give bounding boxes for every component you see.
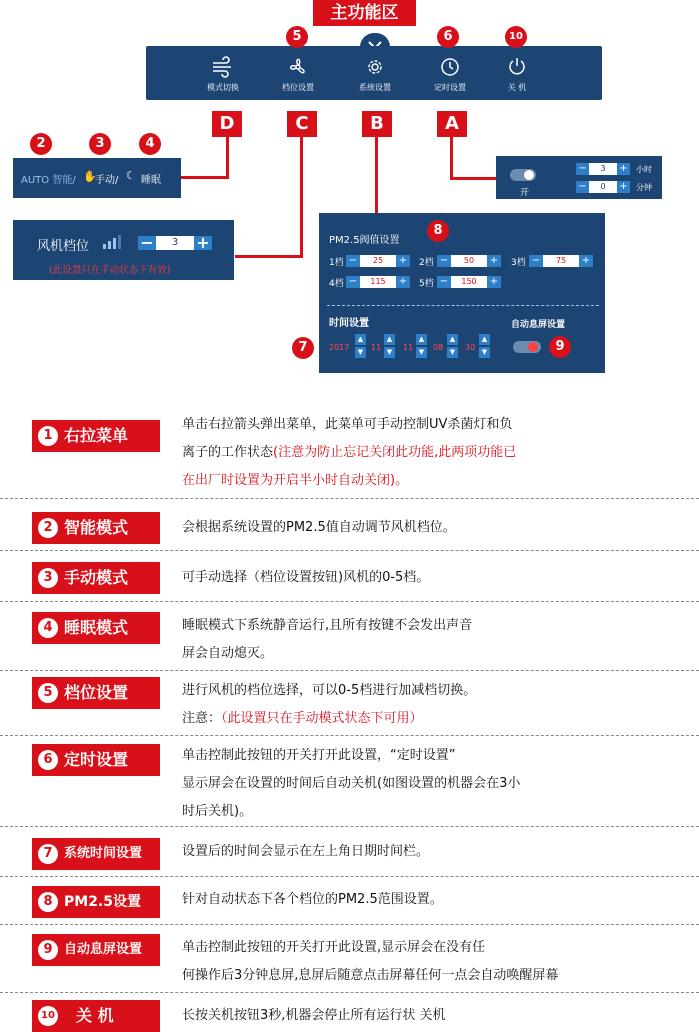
level-1-minus-button[interactable]: − (346, 255, 360, 267)
legend-number-8: 8 (38, 892, 58, 912)
legend-desc-5-note-red: （此设置只在手动模式状态下可用） (221, 711, 423, 726)
legend-number-3: 3 (38, 568, 58, 588)
timer-switch-label: 开 (520, 188, 530, 198)
level-5-value: 150 (451, 276, 487, 288)
legend-number-2: 2 (38, 518, 58, 538)
legend-desc-4-line-2: 屏会自动熄灭。 (182, 646, 274, 661)
legend-desc-2-line-1: 会根据系统设置的PM2.5值自动调节风机档位。 (182, 520, 456, 535)
time-hour-value: 08 (433, 343, 444, 352)
marker-d: D (212, 111, 242, 137)
auto-screen-off-title: 自动息屏设置 (511, 320, 566, 330)
menu-fan-level-label: 档位设置 (282, 83, 314, 92)
minutes-minus-button[interactable]: − (576, 181, 589, 193)
time-minute-value: 30 (465, 343, 476, 352)
mode-sleep-option[interactable]: 睡眠 (141, 175, 161, 186)
separator (0, 670, 699, 671)
level-4-value: 115 (360, 276, 396, 288)
legend-desc-3-line-1: 可手动选择（档位设置按钮)风机的0-5档。 (182, 570, 430, 585)
badge-10: 10 (505, 26, 527, 48)
legend-title-3: 手动模式 (64, 568, 129, 587)
level-1-stepper (346, 255, 410, 267)
legend-title-7: 系统时间设置 (64, 846, 143, 861)
menu-system-settings-button[interactable] (340, 46, 410, 100)
hours-label: 小时 (636, 165, 652, 174)
level-1-value: 25 (360, 255, 396, 267)
minutes-label: 分钟 (636, 183, 652, 192)
level-5-label: 5档 (419, 279, 434, 289)
fan-level-title: 风机档位 (37, 239, 90, 254)
level-2-value: 50 (451, 255, 487, 267)
level-3-value: 75 (543, 255, 579, 267)
menu-system-settings-label: 系统设置 (359, 83, 391, 92)
system-settings-panel (319, 213, 605, 373)
minutes-stepper (576, 181, 630, 193)
legend-desc-9-line-1: 单击控制此按钮的开关打开此设置,显示屏会在没有任 (182, 940, 486, 955)
badge-2: 2 (30, 133, 52, 155)
menu-fan-level-button[interactable] (263, 46, 333, 100)
legend-label-10 (32, 1000, 160, 1032)
legend-desc-6-line-3: 时后关机)。 (182, 804, 253, 819)
settings-divider (327, 305, 599, 306)
fan-level-value: 3 (156, 236, 194, 250)
legend-title-5: 档位设置 (64, 683, 129, 702)
connector-a-h (450, 177, 496, 180)
gear-icon (363, 56, 387, 78)
legend-desc-7 (182, 838, 429, 866)
separator (0, 826, 699, 827)
legend-number-6: 6 (38, 750, 58, 770)
connector-c-h (235, 255, 303, 258)
timer-toggle-knob (524, 170, 534, 180)
time-day-spinner[interactable]: ▲ ▼ (416, 334, 427, 358)
fan-level-plus-button[interactable]: + (194, 236, 212, 250)
legend-desc-4-line-1: 睡眠模式下系统静音运行,且所有按键不会发出声音 (182, 618, 473, 633)
legend-desc-1 (182, 411, 516, 495)
legend-desc-9-line-2: 何操作后3分钟息屏,息屏后随意点击屏幕任何一点会自动唤醒屏幕 (182, 968, 559, 983)
legend-title-1: 右拉菜单 (64, 426, 129, 445)
connector-d-h (180, 176, 229, 179)
time-year-spinner[interactable]: ▲ ▼ (355, 334, 366, 358)
badge-9: 9 (549, 336, 571, 358)
legend-number-5: 5 (38, 683, 58, 703)
legend-desc-10-line-1: 长按关机按钮3秒,机器会停止所有运行状 关机 (182, 1008, 446, 1023)
minutes-plus-button[interactable]: + (617, 181, 630, 193)
time-year-value: 2017 (329, 343, 350, 352)
legend-desc-5 (182, 677, 476, 733)
level-5-plus-button[interactable]: + (487, 276, 501, 288)
fan-level-note: (此设置只在手动状态下有效) (49, 265, 171, 276)
main-menu-bar (146, 46, 602, 100)
legend-desc-5-note-pre: 注意： (182, 711, 222, 726)
legend-desc-1-line-2 (182, 439, 516, 467)
time-hour-spinner[interactable]: ▲ ▼ (447, 334, 458, 358)
level-1-label: 1档 (329, 258, 344, 268)
legend-desc-1-line-2-pre: 离子的工作状态 (182, 445, 274, 460)
connector-c (300, 137, 303, 257)
badge-7: 7 (292, 337, 314, 359)
legend-label-3 (32, 562, 160, 594)
legend-desc-1-line-3: 在出厂时设置为开启半小时自动关闭)。 (182, 473, 409, 488)
marker-c: C (287, 111, 317, 137)
level-2-minus-button[interactable]: − (437, 255, 451, 267)
legend-desc-6-line-2: 显示屏会在设置的时间后自动关机(如图设置的机器会在3小 (182, 776, 521, 791)
connector-d (226, 137, 229, 178)
connector-a (450, 137, 453, 179)
legend-title-9: 自动息屏设置 (64, 942, 143, 957)
legend-number-9: 9 (38, 940, 58, 960)
menu-power-label: 关 机 (507, 83, 527, 92)
hours-stepper (576, 163, 630, 175)
minutes-value: 0 (589, 181, 617, 193)
legend-desc-6-line-1: 单击控制此按钮的开关打开此设置，“定时设置” (182, 748, 456, 763)
legend-desc-5-note (182, 705, 476, 733)
separator (0, 498, 699, 499)
legend-label-5 (32, 677, 160, 709)
menu-timer-label: 定时设置 (434, 83, 466, 92)
hours-plus-button[interactable]: + (617, 163, 630, 175)
level-3-stepper (529, 255, 593, 267)
legend-title-6: 定时设置 (64, 750, 129, 769)
timer-toggle-switch[interactable] (510, 169, 536, 181)
legend-desc-4 (182, 612, 472, 668)
badge-6: 6 (437, 26, 459, 48)
hand-icon: ✋ (83, 170, 97, 183)
level-4-stepper (346, 276, 410, 288)
legend-label-8 (32, 886, 160, 918)
legend-label-7 (32, 838, 160, 870)
legend-desc-1-line-1: 单击右拉箭头弹出菜单，此菜单可手动控制UV杀菌灯和负 (182, 417, 513, 432)
level-4-label: 4档 (329, 279, 344, 289)
time-settings-title: 时间设置 (329, 318, 369, 329)
legend-title-2: 智能模式 (64, 518, 129, 537)
mode-auto-option[interactable]: AUTO 智能/ (21, 175, 76, 186)
level-2-plus-button[interactable]: + (487, 255, 501, 267)
legend-title-8: PM2.5设置 (64, 894, 141, 910)
fan-icon (286, 56, 310, 78)
legend-number-10: 10 (38, 1006, 58, 1026)
wind-icon (211, 56, 235, 78)
legend-number-7: 7 (38, 844, 58, 864)
legend-label-2 (32, 512, 160, 544)
hours-minus-button[interactable]: − (576, 163, 589, 175)
time-minute-spinner[interactable]: ▲ ▼ (479, 334, 490, 358)
level-3-label: 3档 (511, 258, 526, 268)
clock-icon (438, 56, 462, 78)
level-2-label: 2档 (419, 258, 434, 268)
legend-title-10: 关 机 (76, 1006, 114, 1025)
legend-number-4: 4 (38, 618, 58, 638)
menu-mode-switch-button[interactable] (188, 46, 258, 100)
menu-power-button[interactable] (482, 46, 552, 100)
level-3-minus-button[interactable]: − (529, 255, 543, 267)
legend-label-4 (32, 612, 160, 644)
connector-b (375, 137, 378, 213)
power-icon (505, 56, 529, 78)
legend-desc-9 (182, 934, 558, 990)
legend-label-1 (32, 420, 160, 452)
legend-desc-8 (182, 886, 443, 914)
legend-desc-1-line-2-red: (注意为防止忘记关闭此功能,此两项功能已 (273, 445, 517, 460)
legend-desc-5-line-1: 进行风机的档位选择，可以0-5档进行加减档切换。 (182, 683, 477, 698)
main-area-title: 主功能区 (313, 0, 416, 26)
pm-threshold-title: PM2.5阀值设置 (329, 235, 400, 246)
legend-desc-3 (182, 564, 429, 592)
badge-3: 3 (89, 133, 111, 155)
marker-a: A (437, 111, 467, 137)
timer-panel (496, 156, 662, 199)
badge-5: 5 (286, 26, 308, 48)
legend-label-6 (32, 744, 160, 776)
time-month-spinner[interactable]: ▲ ▼ (384, 334, 395, 358)
level-4-minus-button[interactable]: − (346, 276, 360, 288)
menu-mode-switch-label: 模式切换 (207, 83, 239, 92)
level-5-stepper (437, 276, 501, 288)
fan-level-stepper (138, 233, 212, 252)
level-2-stepper (437, 255, 501, 267)
time-month-value: 11 (371, 343, 382, 352)
separator (0, 735, 699, 736)
separator (0, 992, 699, 993)
marker-b: B (362, 111, 392, 137)
fan-level-minus-button[interactable]: − (138, 236, 156, 250)
legend-desc-2 (182, 514, 456, 542)
separator (0, 550, 699, 551)
legend-desc-10 (182, 1002, 446, 1030)
legend-label-9 (32, 934, 160, 966)
badge-4: 4 (139, 133, 161, 155)
menu-timer-button[interactable] (415, 46, 485, 100)
auto-screen-off-knob (528, 342, 538, 352)
time-day-value: 11 (403, 343, 414, 352)
separator (0, 924, 699, 925)
level-4-plus-button[interactable]: + (396, 276, 410, 288)
level-5-minus-button[interactable]: − (437, 276, 451, 288)
badge-8: 8 (427, 220, 449, 242)
legend-desc-7-line-1: 设置后的时间会显示在左上角日期时间栏。 (182, 844, 430, 859)
mode-panel (13, 158, 181, 198)
legend-desc-6 (182, 742, 520, 826)
level-1-plus-button[interactable]: + (396, 255, 410, 267)
auto-screen-off-toggle[interactable] (513, 341, 541, 353)
separator (0, 601, 699, 602)
legend-number-1: 1 (38, 426, 58, 446)
fan-level-panel (13, 220, 234, 280)
hours-value: 3 (589, 163, 617, 175)
moon-icon: ☾ (126, 169, 136, 182)
signal-bars-icon (103, 233, 125, 249)
separator (0, 876, 699, 877)
level-3-plus-button[interactable]: + (579, 255, 593, 267)
legend-desc-8-line-1: 针对自动状态下各个档位的PM2.5范围设置。 (182, 892, 443, 907)
mode-manual-option[interactable]: 手动/ (95, 175, 119, 186)
legend-title-4: 睡眠模式 (64, 618, 129, 637)
